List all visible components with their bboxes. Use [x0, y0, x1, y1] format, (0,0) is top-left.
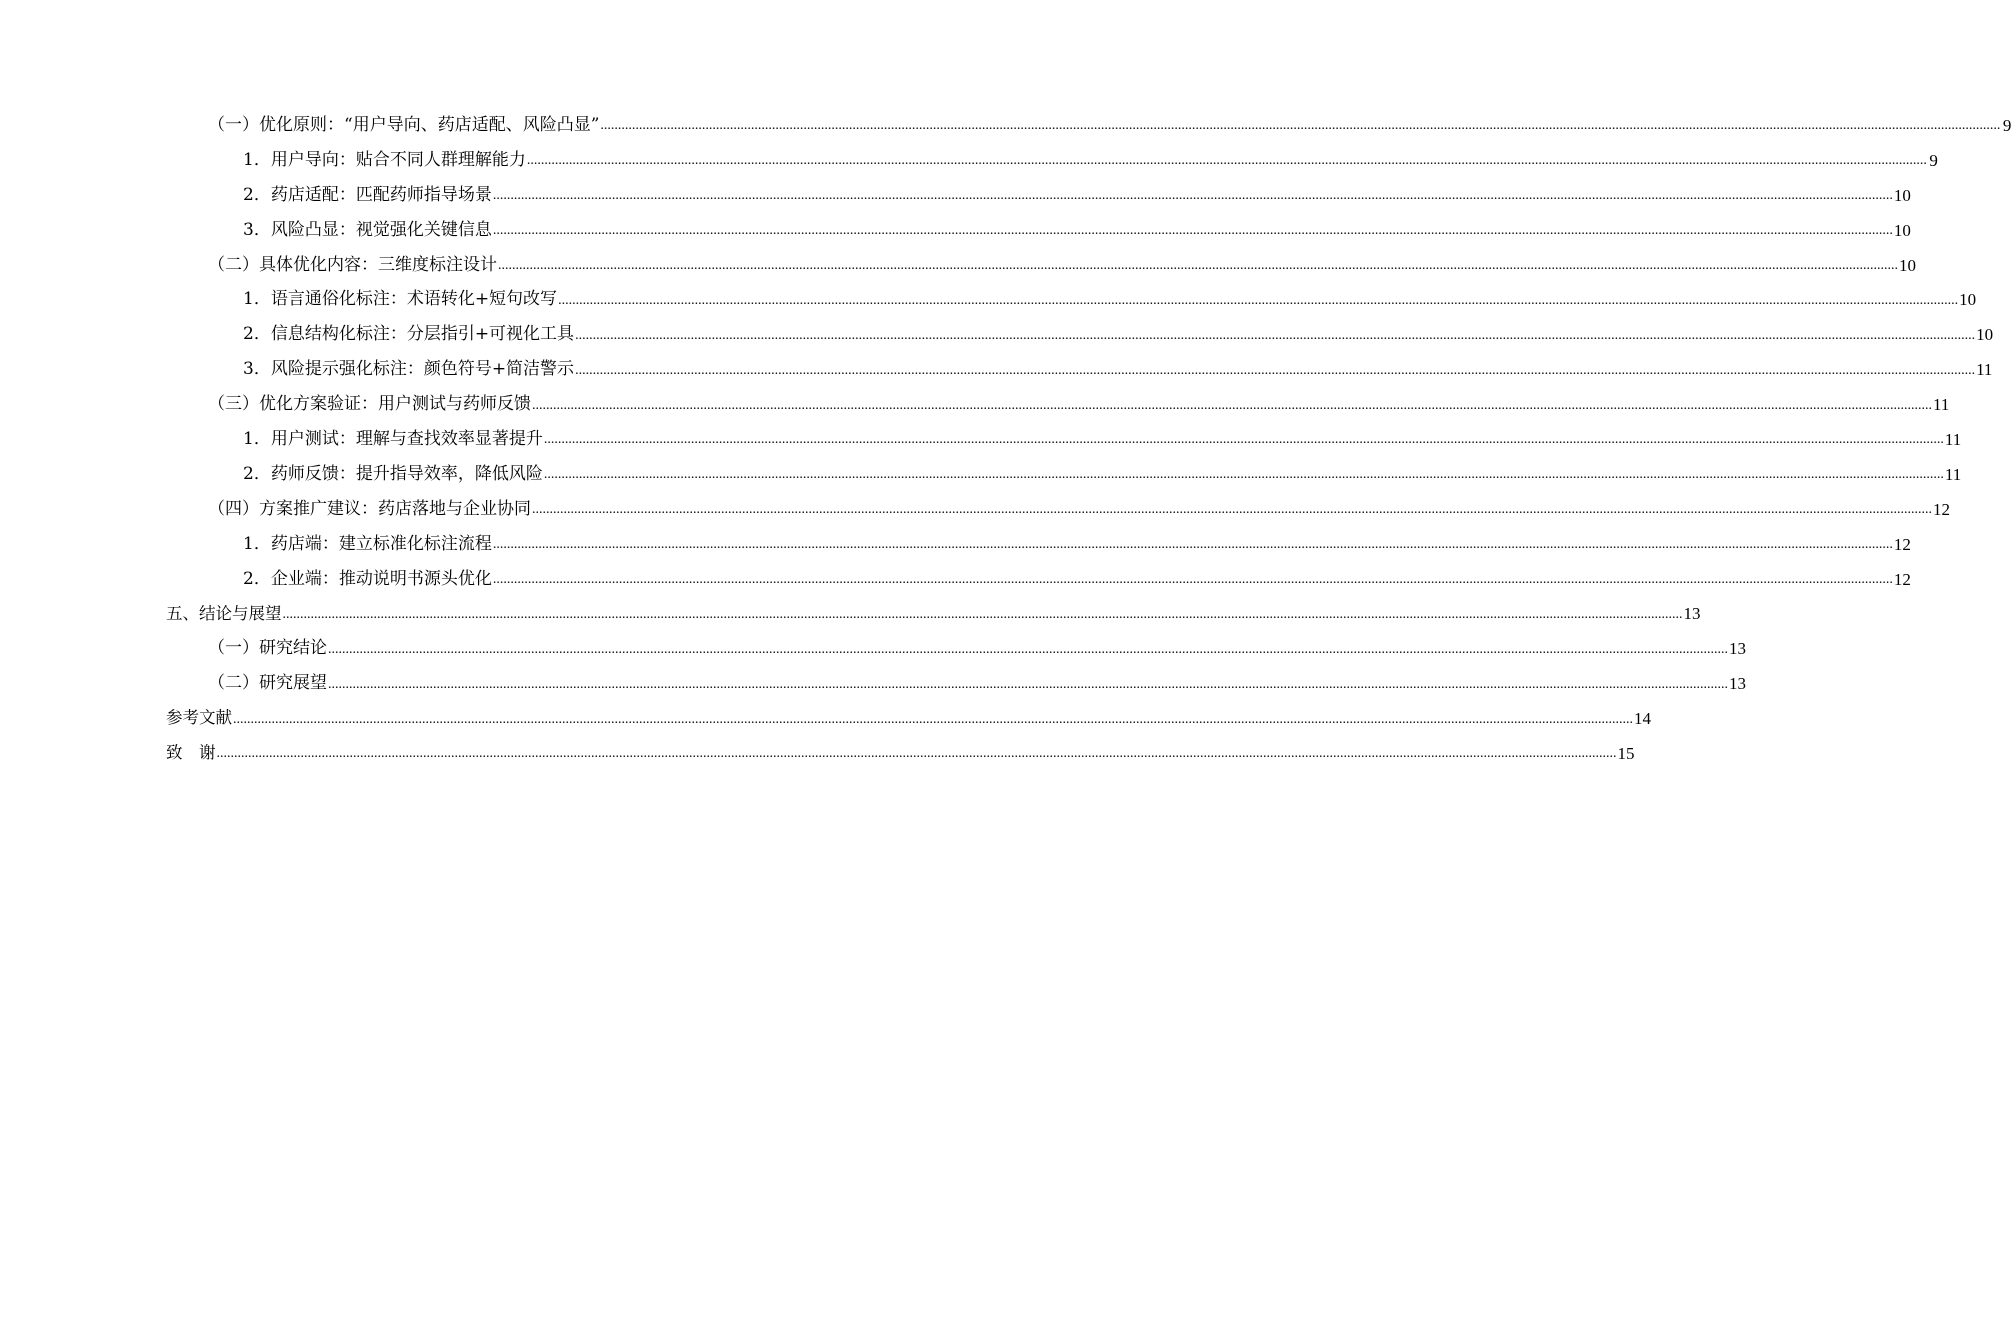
toc-entry-page-number: 12	[1893, 569, 1911, 589]
toc-entry[interactable]	[0, 596, 1701, 631]
toc-entry-page-number: 12	[1933, 499, 1950, 519]
toc-entry-page-number: 10	[1976, 325, 1994, 345]
toc-dot-leader: ................................................................................................................................................................................................................................................................................................................................................................................................................	[543, 432, 1944, 448]
toc-entry[interactable]	[0, 562, 1911, 597]
toc-entry-title: 3．风险提示强化标注：颜色符号+简洁警示	[243, 359, 575, 380]
toc-entry-title: 1．药店端：建立标准化标注流程	[243, 533, 492, 554]
toc-dot-leader: ................................................................................................................................................................................................................................................................................................................................................................................................................	[328, 641, 1728, 657]
toc-entry-title: （三）优化方案验证：用户测试与药师反馈	[208, 394, 531, 415]
toc-entry-title: 1．语言通俗化标注：术语转化+短句改写	[243, 289, 558, 310]
toc-entry-page-number: 15	[1617, 743, 1635, 763]
toc-entry-page-number: 13	[1683, 604, 1701, 624]
toc-dot-leader: ................................................................................................................................................................................................................................................................................................................................................................................................................	[526, 153, 1927, 169]
toc-entry-page-number: 11	[1976, 360, 1993, 380]
toc-dot-leader: ................................................................................................................................................................................................................................................................................................................................................................................................................	[492, 572, 1893, 588]
table-of-contents	[0, 108, 2011, 771]
toc-dot-leader: ................................................................................................................................................................................................................................................................................................................................................................................................................	[558, 292, 1959, 308]
toc-entry[interactable]	[0, 248, 1916, 283]
toc-entry-page-number: 13	[1729, 674, 1746, 694]
toc-entry-title: 1．用户测试：理解与查找效率显著提升	[243, 428, 543, 449]
toc-entry[interactable]	[0, 422, 1962, 457]
toc-entry-page-number: 13	[1729, 639, 1746, 659]
toc-dot-leader: ................................................................................................................................................................................................................................................................................................................................................................................................................	[532, 502, 1932, 518]
toc-entry-title: 2．企业端：推动说明书源头优化	[243, 568, 492, 589]
toc-dot-leader: ................................................................................................................................................................................................................................................................................................................................................................................................................	[600, 118, 2001, 134]
toc-entry-title: 五、结论与展望	[166, 603, 282, 623]
toc-dot-leader: ................................................................................................................................................................................................................................................................................................................................................................................................................	[282, 606, 1683, 622]
toc-entry-title: （四）方案推广建议：药店落地与企业协同	[208, 498, 531, 519]
toc-dot-leader: ................................................................................................................................................................................................................................................................................................................................................................................................................	[233, 711, 1633, 727]
toc-entry[interactable]	[0, 666, 1746, 701]
toc-entry-page-number: 10	[1893, 220, 1911, 240]
toc-entry-title: 2．药师反馈：提升指导效率，降低风险	[243, 463, 543, 484]
toc-entry-title: （二）研究展望	[208, 673, 327, 694]
toc-entry-title: 2．信息结构化标注：分层指引+可视化工具	[243, 324, 575, 345]
toc-entry-page-number: 9	[1929, 150, 1938, 170]
toc-entry-title: 致 谢	[166, 743, 216, 763]
toc-entry-title: 参考文献	[166, 708, 232, 728]
toc-entry[interactable]	[0, 143, 1938, 178]
toc-entry[interactable]	[0, 457, 1962, 492]
toc-dot-leader: ................................................................................................................................................................................................................................................................................................................................................................................................................	[575, 327, 1976, 343]
toc-entry[interactable]	[0, 282, 1977, 317]
toc-entry-page-number: 10	[1959, 290, 1977, 310]
toc-entry-page-number: 9	[2002, 115, 2011, 135]
toc-entry-title: （一）优化原则：“用户导向、药店适配、风险凸显”	[208, 114, 600, 135]
toc-entry-page-number: 14	[1634, 709, 1651, 729]
toc-dot-leader: ................................................................................................................................................................................................................................................................................................................................................................................................................	[543, 467, 1944, 483]
toc-entry[interactable]	[0, 178, 1911, 213]
toc-entry[interactable]	[0, 352, 1993, 387]
toc-entry-title: 3．风险凸显：视觉强化关键信息	[243, 219, 492, 240]
toc-entry[interactable]	[0, 527, 1911, 562]
toc-entry-page-number: 10	[1893, 185, 1911, 205]
toc-dot-leader: ................................................................................................................................................................................................................................................................................................................................................................................................................	[328, 676, 1728, 692]
toc-entry[interactable]	[0, 317, 1994, 352]
toc-entry[interactable]	[0, 213, 1911, 248]
toc-entry[interactable]	[0, 736, 1635, 771]
toc-dot-leader: ................................................................................................................................................................................................................................................................................................................................................................................................................	[498, 258, 1898, 273]
toc-dot-leader: ................................................................................................................................................................................................................................................................................................................................................................................................................	[492, 223, 1893, 239]
toc-entry-title: 1．用户导向：贴合不同人群理解能力	[243, 149, 526, 170]
toc-dot-leader: ................................................................................................................................................................................................................................................................................................................................................................................................................	[492, 537, 1893, 553]
toc-dot-leader: ................................................................................................................................................................................................................................................................................................................................................................................................................	[575, 362, 1976, 378]
toc-entry[interactable]	[0, 108, 2011, 143]
toc-entry-page-number: 11	[1944, 464, 1962, 484]
toc-dot-leader: ................................................................................................................................................................................................................................................................................................................................................................................................................	[532, 397, 1932, 413]
toc-entry-title: （一）研究结论	[208, 638, 327, 659]
toc-entry-title: 2．药店适配：匹配药师指导场景	[243, 184, 492, 205]
toc-entry[interactable]	[0, 492, 1950, 527]
toc-entry-page-number: 10	[1899, 255, 1916, 275]
toc-entry-title: （二）具体优化内容：三维度标注设计	[208, 254, 497, 275]
toc-entry[interactable]	[0, 631, 1746, 666]
toc-entry[interactable]	[0, 701, 1651, 736]
toc-entry-page-number: 11	[1944, 429, 1962, 449]
toc-entry[interactable]	[0, 387, 1950, 422]
toc-dot-leader: ................................................................................................................................................................................................................................................................................................................................................................................................................	[216, 746, 1617, 762]
toc-entry-page-number: 11	[1933, 395, 1950, 415]
toc-entry-page-number: 12	[1893, 534, 1911, 554]
toc-dot-leader: ................................................................................................................................................................................................................................................................................................................................................................................................................	[492, 188, 1893, 204]
